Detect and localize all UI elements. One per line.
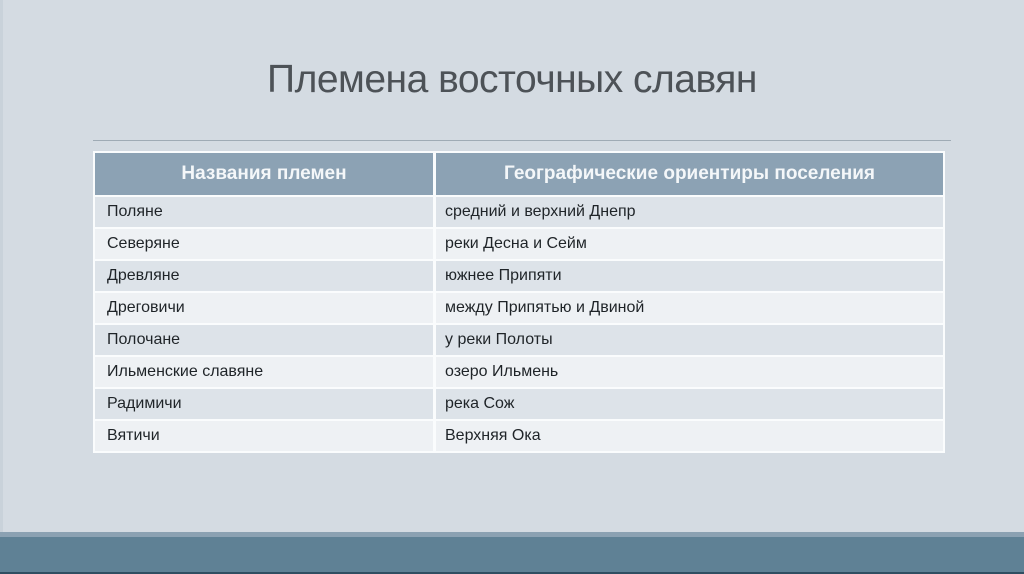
table-row xyxy=(95,357,943,387)
location-cell: реки Десна и Сейм xyxy=(436,229,943,259)
tribe-name-cell: Древляне xyxy=(95,261,436,291)
tribe-name-cell: Северяне xyxy=(95,229,436,259)
location-cell: средний и верхний Днепр xyxy=(436,197,943,227)
table-row xyxy=(95,229,943,259)
settlement-table xyxy=(93,151,945,453)
location-cell: между Припятью и Двиной xyxy=(436,293,943,323)
location-cell: река Сож xyxy=(436,389,943,419)
table-row xyxy=(95,421,943,451)
title-underline xyxy=(93,140,951,141)
bottom-band xyxy=(0,537,1024,572)
tribe-name-cell: Ильменские славяне xyxy=(95,357,436,387)
tribe-name-cell: Радимичи xyxy=(95,389,436,419)
location-cell: озеро Ильмень xyxy=(436,357,943,387)
header-cell-tribes: Названия племен xyxy=(95,153,436,195)
header-cell-geography: Географические ориентиры поселения xyxy=(504,163,875,184)
tribe-name-cell: Полочане xyxy=(95,325,436,355)
location-cell: Верхняя Ока xyxy=(436,421,943,451)
table-body xyxy=(95,197,943,451)
tribe-name-cell: Поляне xyxy=(95,197,436,227)
table-row xyxy=(95,197,943,227)
slide-title: Племена восточных славян xyxy=(267,58,757,101)
table-row xyxy=(95,261,943,291)
location-cell: южнее Припяти xyxy=(436,261,943,291)
tribe-name-cell: Дреговичи xyxy=(95,293,436,323)
table-row xyxy=(95,389,943,419)
location-cell: у реки Полоты xyxy=(436,325,943,355)
tribe-name-cell: Вятичи xyxy=(95,421,436,451)
table-header-row xyxy=(95,153,943,195)
table-row xyxy=(95,325,943,355)
table-row xyxy=(95,293,943,323)
